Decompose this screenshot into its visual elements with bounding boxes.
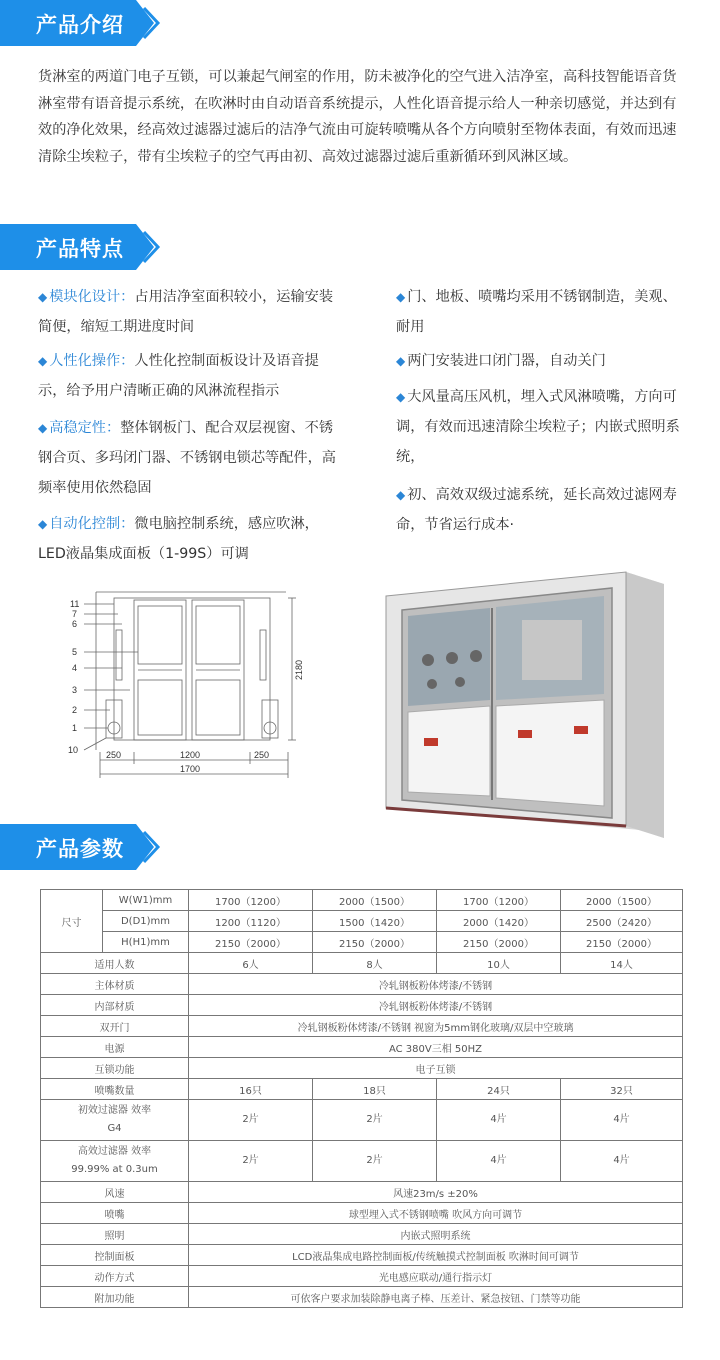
- feature-right-1: [396, 282, 686, 342]
- table-cell: 2000（1420）: [437, 911, 561, 932]
- table-cell: 喷嘴数量: [41, 1079, 189, 1100]
- table-cell: 风速: [41, 1182, 189, 1203]
- table-cell: 2500（2420）: [561, 911, 683, 932]
- section-title-intro: 产品介绍: [36, 13, 124, 37]
- table-cell: 内嵌式照明系统: [189, 1224, 683, 1245]
- section-header-params: [0, 824, 720, 870]
- feature-right-3: [396, 382, 686, 472]
- table-cell: 2片: [189, 1141, 313, 1182]
- feature-text: 占用洁净室面积较小，运输安装简便，缩短工期进度时间: [38, 289, 334, 335]
- drawing-label: 1: [72, 723, 78, 733]
- table-row: [41, 1266, 683, 1287]
- table-cell: [41, 1141, 189, 1182]
- table-row: [41, 1100, 683, 1141]
- table-cell: 控制面板: [41, 1245, 189, 1266]
- drawing-label: 2: [72, 705, 78, 715]
- chevron-right-icon: [140, 830, 162, 864]
- table-row: [41, 1287, 683, 1308]
- table-cell: 4片: [561, 1141, 683, 1182]
- dimension-height: 2180: [294, 659, 304, 680]
- feature-title: 自动化控制：: [49, 516, 135, 532]
- table-row: [41, 1037, 683, 1058]
- section-title-params: 产品参数: [36, 837, 124, 861]
- feature-text: 整体钢板门、配合双层视窗、不锈钢合页、多玛闭门器、不锈钢电锁芯等配件，高频率使用依然稳固: [38, 420, 336, 496]
- table-cell: 附加功能: [41, 1287, 189, 1308]
- filter-name: 初效过滤器 效率: [77, 1105, 152, 1116]
- table-cell: 照明: [41, 1224, 189, 1245]
- feature-title: 模块化设计：: [49, 289, 135, 305]
- chevron-right-icon: [140, 230, 162, 264]
- diamond-icon: ◆: [38, 290, 48, 304]
- feature-left-2: [38, 346, 344, 406]
- table-cell: 喷嘴: [41, 1203, 189, 1224]
- table-cell: 4片: [561, 1100, 683, 1141]
- filter-grade: G4: [107, 1123, 122, 1134]
- table-cell: 32只: [561, 1079, 683, 1100]
- dimension-right: 250: [254, 750, 270, 760]
- feature-left-4: [38, 509, 344, 569]
- table-cell: 1700（1200）: [189, 890, 313, 911]
- diamond-icon: ◆: [38, 421, 48, 435]
- feature-text: 两门安装进口闭门器，自动关门: [407, 353, 606, 369]
- table-cell: 10人: [437, 953, 561, 974]
- drawing-label: 6: [72, 619, 78, 629]
- table-cell: 2150（2000）: [189, 932, 313, 953]
- table-cell: 可依客户要求加装除静电离子棒、压差计、紧急按钮、门禁等功能: [189, 1287, 683, 1308]
- table-cell: 2片: [189, 1100, 313, 1141]
- technical-drawing: [66, 590, 308, 788]
- table-cell: [41, 1100, 189, 1141]
- table-row: [41, 1079, 683, 1100]
- table-cell: 2150（2000）: [313, 932, 437, 953]
- drawing-label: 7: [72, 609, 78, 619]
- spec-table: [40, 889, 683, 1308]
- table-cell: 动作方式: [41, 1266, 189, 1287]
- table-cell: 互锁功能: [41, 1058, 189, 1079]
- table-cell: 1200（1120）: [189, 911, 313, 932]
- product-photo: [372, 560, 676, 838]
- table-cell: 4片: [437, 1141, 561, 1182]
- feature-text: 人性化控制面板设计及语音提示，给予用户清晰正确的风淋流程指示: [38, 353, 319, 399]
- table-row: [41, 953, 683, 974]
- table-row: [41, 1141, 683, 1182]
- table-cell: LCD液晶集成电路控制面板/传统触摸式控制面板 吹淋时间可调节: [189, 1245, 683, 1266]
- table-cell: 2000（1500）: [313, 890, 437, 911]
- dimension-total: 1700: [180, 764, 201, 774]
- drawing-label: 10: [68, 745, 79, 755]
- table-cell: 4片: [437, 1100, 561, 1141]
- table-row: [41, 1182, 683, 1203]
- table-cell: 适用人数: [41, 953, 189, 974]
- dimension-mid: 1200: [180, 750, 201, 760]
- table-cell: 1500（1420）: [313, 911, 437, 932]
- chevron-right-icon: [140, 6, 162, 40]
- table-cell: 光电感应联动/通行指示灯: [189, 1266, 683, 1287]
- table-cell: 16只: [189, 1079, 313, 1100]
- table-row: [41, 911, 683, 932]
- feature-left-3: [38, 413, 344, 503]
- table-row: [41, 1203, 683, 1224]
- section-title-features: 产品特点: [36, 237, 124, 261]
- feature-text: 门、地板、喷嘴均采用不锈钢制造，美观、耐用: [396, 289, 677, 335]
- diamond-icon: ◆: [396, 354, 406, 368]
- table-cell: 6人: [189, 953, 313, 974]
- feature-text: 初、高效双级过滤系统，延长高效过滤网寿命，节省运行成本·: [396, 487, 677, 533]
- table-cell: 1700（1200）: [437, 890, 561, 911]
- table-cell: 电子互锁: [189, 1058, 683, 1079]
- diamond-icon: ◆: [38, 517, 48, 531]
- table-cell: 冷轧钢板粉体烤漆/不锈钢 视窗为5mm钢化玻璃/双层中空玻璃: [189, 1016, 683, 1037]
- section-header-intro: [0, 0, 720, 46]
- drawing-label: 3: [72, 685, 78, 695]
- section-header-features: [0, 224, 720, 270]
- filter-name: 高效过滤器 效率: [77, 1146, 152, 1157]
- table-cell: 内部材质: [41, 995, 189, 1016]
- table-cell: AC 380V三相 50HZ: [189, 1037, 683, 1058]
- feature-text: 大风量高压风机，埋入式风淋喷嘴，方向可调，有效而迅速清除尘埃粒子；内嵌式照明系统，: [396, 389, 680, 465]
- diamond-icon: ◆: [38, 354, 48, 368]
- filter-grade: 99.99% at 0.3um: [71, 1164, 158, 1175]
- table-cell: 2150（2000）: [437, 932, 561, 953]
- table-cell: 冷轧钢板粉体烤漆/不锈钢: [189, 974, 683, 995]
- table-cell: 风速23m/s ±20%: [189, 1182, 683, 1203]
- feature-title: 人性化操作：: [49, 353, 135, 369]
- table-cell: 2片: [313, 1100, 437, 1141]
- table-row: [41, 1058, 683, 1079]
- table-cell: 2000（1500）: [561, 890, 683, 911]
- feature-right-4: [396, 480, 686, 540]
- table-row: [41, 890, 683, 911]
- feature-left-1: [38, 282, 338, 342]
- dimension-left: 250: [106, 750, 122, 760]
- diamond-icon: ◆: [396, 488, 406, 502]
- feature-right-2: [396, 346, 686, 376]
- diamond-icon: ◆: [396, 390, 406, 404]
- feature-text: 微电脑控制系统，感应吹淋，LED液晶集成面板（1-99S）可调: [38, 516, 319, 562]
- table-row: [41, 1245, 683, 1266]
- table-cell: H(H1)mm: [103, 932, 189, 953]
- table-row: [41, 974, 683, 995]
- drawing-label: 4: [72, 663, 78, 673]
- table-cell: 18只: [313, 1079, 437, 1100]
- table-row: [41, 995, 683, 1016]
- table-cell: D(D1)mm: [103, 911, 189, 932]
- table-cell: 电源: [41, 1037, 189, 1058]
- intro-paragraph: 货淋室的两道门电子互锁，可以兼起气闸室的作用，防未被净化的空气进入洁净室，高科技智能语音货淋室带有语音提示系统，在吹淋时由自动语音系统提示，人性化语音提示给人一种亲切感觉，并达到有效的净化效果，经高效过滤器过滤后的洁净气流由可旋转喷嘴从各个方向喷射至物体表面，有效而迅速清除尘埃粒子，带有尘埃粒子的空气再由初、高效过滤器过滤后重新循环到风淋区域。: [38, 69, 677, 165]
- table-cell: W(W1)mm: [103, 890, 189, 911]
- table-cell: 尺寸: [41, 890, 103, 953]
- diamond-icon: ◆: [396, 290, 406, 304]
- table-row: [41, 1016, 683, 1037]
- table-cell: 冷轧钢板粉体烤漆/不锈钢: [189, 995, 683, 1016]
- table-cell: 2片: [313, 1141, 437, 1182]
- table-cell: 24只: [437, 1079, 561, 1100]
- table-cell: 双开门: [41, 1016, 189, 1037]
- table-cell: 8人: [313, 953, 437, 974]
- feature-title: 高稳定性：: [49, 420, 121, 436]
- table-cell: 2150（2000）: [561, 932, 683, 953]
- table-cell: 14人: [561, 953, 683, 974]
- table-row: [41, 932, 683, 953]
- table-row: [41, 1224, 683, 1245]
- table-cell: 球型埋入式不锈钢喷嘴 吹风方向可调节: [189, 1203, 683, 1224]
- drawing-label: 11: [70, 599, 80, 609]
- table-cell: 主体材质: [41, 974, 189, 995]
- drawing-label: 5: [72, 647, 78, 657]
